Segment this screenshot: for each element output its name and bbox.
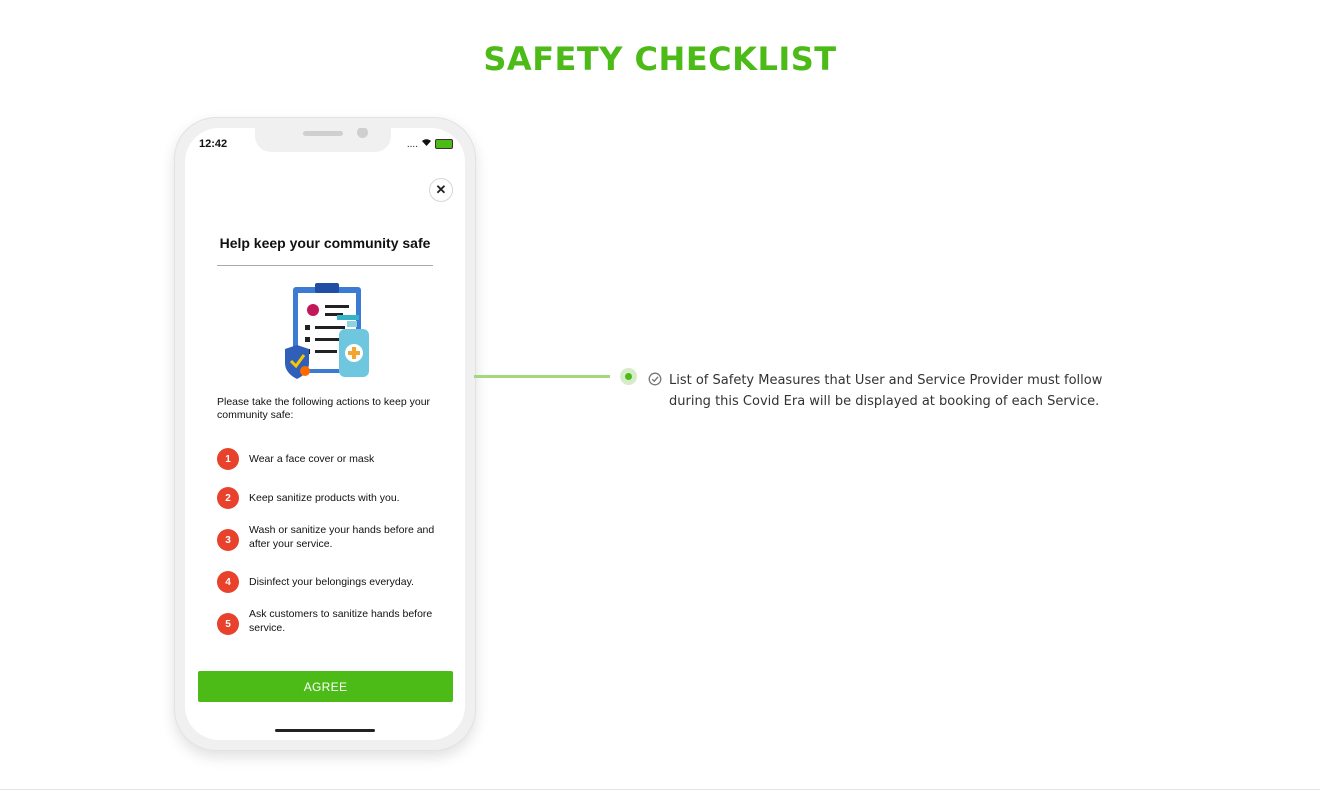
phone-notch	[255, 128, 391, 152]
agree-button[interactable]: AGREE	[198, 671, 453, 702]
feature-description: List of Safety Measures that User and Service Provider must follow during this Covid Era will be displayed at booking of each Service.	[669, 373, 1103, 409]
speaker-icon	[303, 131, 343, 136]
status-time: 12:42	[199, 138, 228, 150]
connector-line	[474, 375, 610, 378]
step-badge: 4	[217, 571, 239, 593]
title-divider	[217, 265, 433, 266]
page-title: SAFETY CHECKLIST	[483, 40, 837, 78]
home-indicator	[275, 729, 375, 732]
step-text: Disinfect your belongings everyday.	[249, 576, 414, 588]
close-icon: ✕	[435, 182, 447, 197]
phone-mockup	[174, 117, 476, 751]
list-item	[217, 487, 447, 517]
step-badge: 3	[217, 529, 239, 551]
bottom-divider	[0, 789, 1320, 790]
step-text: Wear a face cover or mask	[249, 453, 375, 465]
list-item	[217, 608, 447, 643]
close-button[interactable]	[429, 178, 453, 202]
step-text: Ask customers to sanitize hands before service.	[249, 608, 433, 634]
wifi-icon	[421, 138, 432, 150]
step-badge: 2	[217, 487, 239, 509]
connector-dot	[620, 368, 637, 385]
step-text: Keep sanitize products with you.	[249, 492, 400, 504]
status-icons	[407, 138, 453, 150]
intro-text: Please take the following actions to keep your community safe:	[217, 396, 431, 421]
list-item	[217, 448, 447, 478]
checklist-illustration	[281, 283, 373, 384]
step-badge: 5	[217, 613, 239, 635]
connector-dot-center	[625, 373, 632, 380]
modal-title: Help keep your community safe	[219, 235, 431, 251]
list-item	[217, 524, 447, 559]
check-circle-icon	[648, 372, 662, 391]
battery-icon	[435, 139, 453, 149]
camera-icon	[357, 128, 368, 138]
signal-icon: ....	[406, 138, 418, 150]
step-badge: 1	[217, 448, 239, 470]
phone-screen	[185, 128, 465, 740]
step-text: Wash or sanitize your hands before and after your service.	[249, 524, 435, 550]
list-item	[217, 571, 447, 601]
